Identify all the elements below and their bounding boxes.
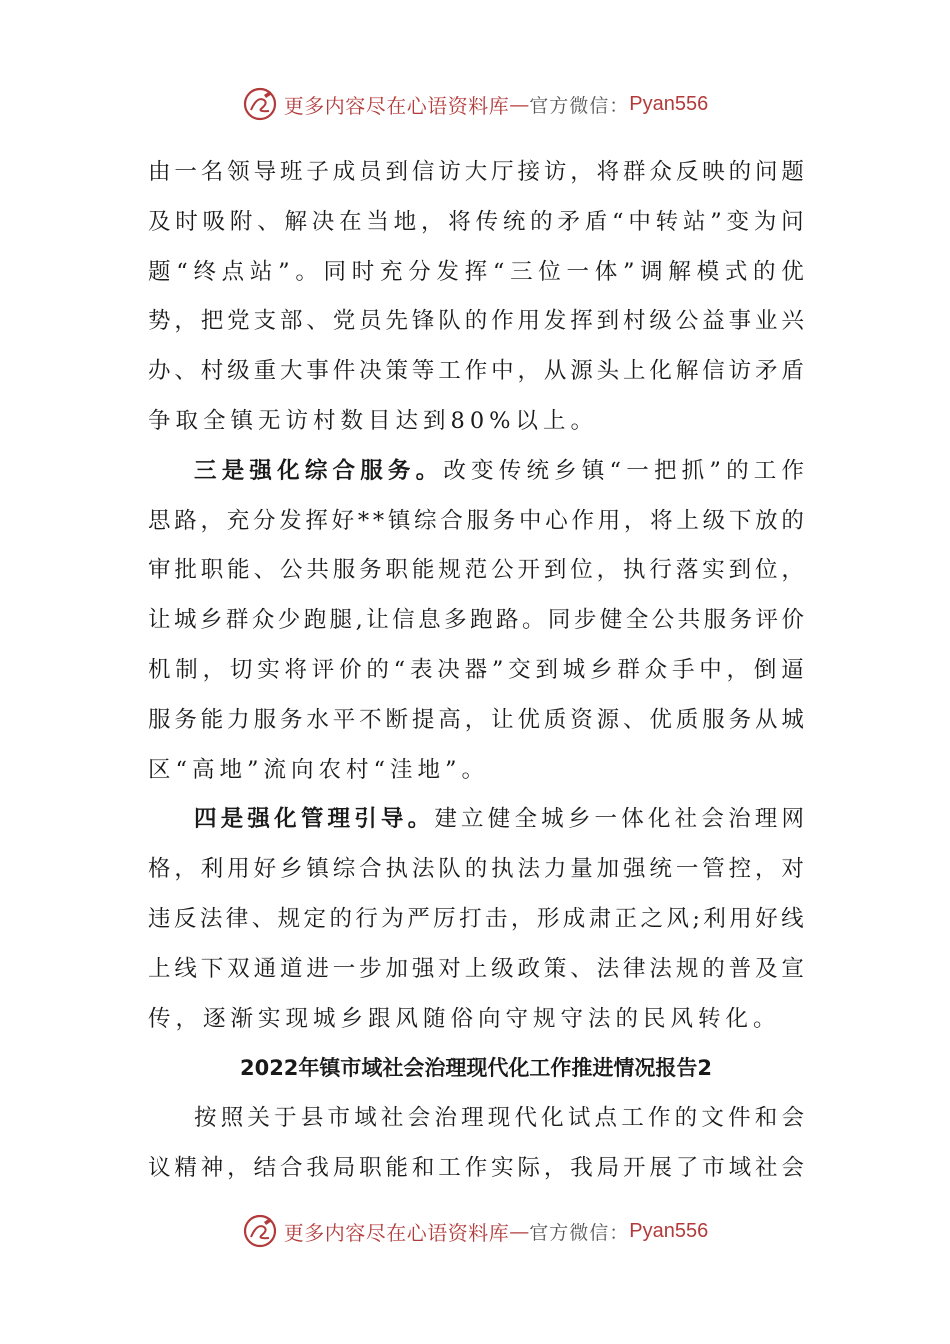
text-line: 争取全镇无访村数目达到80%以上。 [148,407,599,434]
pen-signature-logo-icon [242,86,278,122]
text-line: 及 时 吸 附 、 解 决 在 当 地 ， 将 传 统 的 矛 盾 “ 中 转 站 ” 变 为 问 [148,208,804,235]
text-line: 题 “ 终 点 站 ” 。 同 时 充 分 发 挥 “ 三 位 一 体 ” 调 解 模 式 的 优 [148,258,804,285]
watermark-official-label: 官方微信： [529,1221,630,1244]
text-line: 由 一 名 领 导 班 子 成 员 到 信 访 大 厅 接 访 ， 将 群 众 反 映 的 问 题 [148,159,804,185]
text-line: 上 线 下 双 通 道 进 一 步 加 强 对 上 级 政 策 、 法 律 法 规 的 普 及 宣 [148,955,804,982]
watermark-contact: Pyan556 [629,92,709,115]
section-title: 2022年镇市域社会治理现代化工作推进情况报告2 [239,1056,713,1081]
text-line: 区“高地”流向农村“洼地”。 [148,756,490,783]
text-line: 思 路 ， 充 分 发 挥 好 * * 镇 综 合 服 务 中 心 作 用 ， 将 上 级 下 放 的 [148,507,804,534]
watermark-brand: 更多内容尽在心语资料库 [283,93,510,118]
watermark-separator: — [509,92,530,116]
watermark-contact: Pyan556 [629,1219,709,1242]
watermark-banner-top [0,84,950,124]
text-line: 让 城 乡 群 众 少 跑 腿 , 让 信 息 多 跑 路 。 同 步 健 全 公 共 服 务 评 价 [148,607,804,634]
watermark-brand: 更多内容尽在心语资料库 [283,1220,510,1245]
text-line: 按 照 关 于 县 市 域 社 会 治 理 现 代 化 试 点 工 作 的 文 件 和 会 [194,1105,804,1132]
paragraph-lead-line: 四 是 强 化 管 理 引 导 。 建 立 健 全 城 乡 一 体 化 社 会 治 理 网 [194,806,804,833]
text-line: 办 、 村 级 重 大 事 件 决 策 等 工 作 中 ， 从 源 头 上 化 解 信 访 矛 盾 [148,358,804,385]
text-line: 传，逐渐实现城乡跟风随俗向守规守法的民风转化。 [148,1005,781,1032]
watermark-separator: — [509,1219,530,1243]
pen-signature-logo-icon [242,1213,278,1249]
paragraph-lead-line: 三 是 强 化 综 合 服 务 。 改 变 传 统 乡 镇 “ 一 把 抓 ” 的 工 作 [194,457,804,484]
text-line: 格 ， 利 用 好 乡 镇 综 合 执 法 队 的 执 法 力 量 加 强 统 一 管 控 ， 对 [148,856,804,883]
text-line: 违 反 法 律 、 规 定 的 行 为 严 厉 打 击 ， 形 成 肃 正 之 风 ; 利 用 好 线 [148,905,804,932]
text-line: 审 批 职 能 、 公 共 服 务 职 能 规 范 公 开 到 位 ， 执 行 落 实 到 位 ， [148,557,804,584]
watermark-banner-bottom [0,1211,950,1251]
text-line: 机 制 ， 切 实 将 评 价 的 “ 表 决 器 ” 交 到 城 乡 群 众 手 中 ， 倒 逼 [148,656,804,683]
document-body [148,148,804,1194]
text-line: 服 务 能 力 服 务 水 平 不 断 提 高 ， 让 优 质 资 源 、 优 质 服 务 从 城 [148,706,804,733]
watermark-official-label: 官方微信： [529,94,630,117]
text-line: 议 精 神 ， 结 合 我 局 职 能 和 工 作 实 际 ， 我 局 开 展 了 市 域 社 会 [148,1154,804,1181]
text-line: 势 ， 把 党 支 部 、 党 员 先 锋 队 的 作 用 发 挥 到 村 级 公 益 事 业 兴 [148,308,804,335]
